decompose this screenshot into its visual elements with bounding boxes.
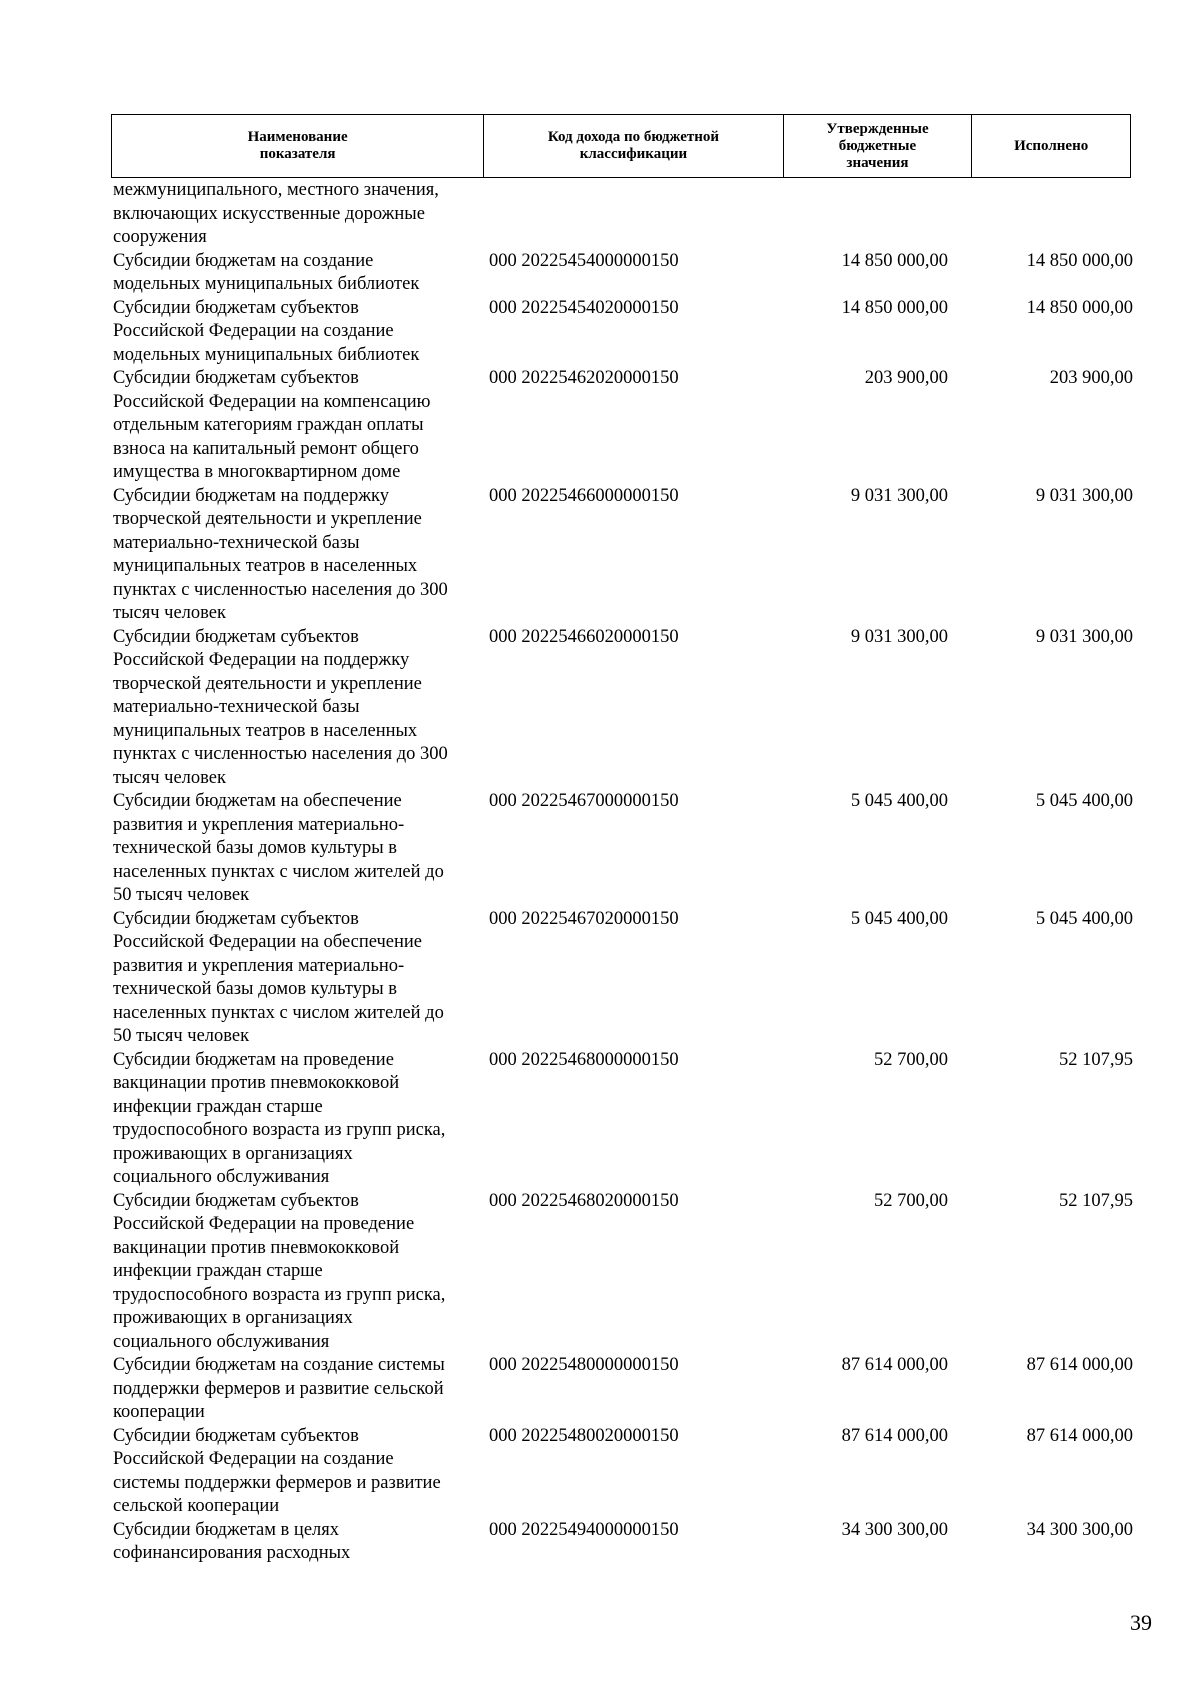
income-code: 000 20225462020000150 — [489, 368, 679, 388]
table-row — [113, 1190, 1133, 1355]
header-approved-values: Утвержденные бюджетные значения — [784, 115, 973, 177]
indicator-name: Субсидии бюджетам субъектов Российской Федерации на обеспечение развития и укрепления материально- технической базы домов культуры в населенных пунктах с числом жителей до 50 тысяч человек — [113, 908, 444, 1046]
indicator-name: Субсидии бюджетам в целях софинансирования расходных — [113, 1519, 351, 1563]
indicator-name: Субсидии бюджетам на поддержку творческой деятельности и укрепление материально-технической базы муниципальных театров в населенных пунктах с численностью населения до 300 тысяч человек — [113, 485, 448, 623]
indicator-name: Субсидии бюджетам субъектов Российской Федерации на поддержку творческой деятельности и укрепление материально-технической базы муниципальных театров в населенных пунктах с численностью населения до 300 тысяч человек — [113, 626, 448, 788]
table-row — [113, 297, 1133, 368]
executed-value: 9 031 300,00 — [1035, 485, 1133, 506]
header-indicator-name: Наименование показателя — [112, 115, 484, 177]
income-code: 000 20225466020000150 — [489, 626, 679, 647]
income-code: 000 20225467000000150 — [489, 791, 679, 811]
income-code: 000 20225468000000150 — [489, 1049, 679, 1070]
income-code: 000 20225494000000150 — [489, 1519, 679, 1540]
income-code: 000 20225454020000150 — [489, 297, 679, 318]
executed-value: 52 107,95 — [1059, 1049, 1133, 1070]
table-row — [113, 626, 1133, 791]
approved-value: 52 700,00 — [874, 1049, 948, 1070]
executed-value: 9 031 300,00 — [1035, 626, 1133, 647]
indicator-name: Субсидии бюджетам на создание модельных муниципальных библиотек — [113, 250, 420, 294]
indicator-name: Субсидии бюджетам на обеспечение развития и укрепления материально- технической базы домов культуры в населенных пунктах с числом жителей до 50 тысяч человек — [113, 791, 444, 905]
approved-value: 14 850 000,00 — [841, 297, 948, 318]
executed-value: 34 300 300,00 — [1026, 1519, 1133, 1540]
indicator-name: Субсидии бюджетам субъектов Российской Федерации на проведение вакцинации против пневмококковой инфекции граждан старше трудоспособного возраста из групп риска, проживающих в организациях социального обслуживания — [113, 1190, 446, 1352]
indicator-name: Субсидии бюджетам на проведение вакцинации против пневмококковой инфекции граждан старше трудоспособного возраста из групп риска, проживающих в организациях социального обслуживания — [113, 1049, 446, 1187]
approved-value: 87 614 000,00 — [841, 1425, 948, 1446]
approved-value: 9 031 300,00 — [850, 485, 948, 506]
table-row — [113, 367, 1133, 485]
table-row — [113, 1425, 1133, 1519]
income-code: 000 20225480000000150 — [489, 1355, 679, 1375]
table-body — [113, 179, 1133, 1566]
indicator-name: Субсидии бюджетам субъектов Российской Федерации на создание модельных муниципальных библиотек — [113, 297, 420, 365]
executed-value: 203 900,00 — [1049, 368, 1133, 388]
table-row — [113, 250, 1133, 297]
table-row — [113, 1519, 1133, 1566]
header-income-code: Код дохода по бюджетной классификации — [484, 115, 783, 177]
indicator-name: межмуниципального, местного значения, включающих искусственные дорожные сооружения — [113, 180, 439, 247]
executed-value: 14 850 000,00 — [1026, 250, 1133, 271]
table-header — [111, 114, 1131, 178]
approved-value: 203 900,00 — [864, 368, 948, 388]
income-code: 000 20225466000000150 — [489, 485, 679, 506]
executed-value: 87 614 000,00 — [1026, 1425, 1133, 1446]
executed-value: 5 045 400,00 — [1035, 908, 1133, 929]
approved-value: 87 614 000,00 — [841, 1355, 948, 1375]
table-row — [113, 790, 1133, 908]
header-executed: Исполнено — [1014, 137, 1089, 154]
table-row — [113, 1049, 1133, 1190]
indicator-name: Субсидии бюджетам субъектов Российской Федерации на создание системы поддержки фермеров и развитие сельской кооперации — [113, 1425, 441, 1516]
table-row — [113, 908, 1133, 1049]
executed-value: 87 614 000,00 — [1026, 1355, 1133, 1375]
income-code: 000 20225467020000150 — [489, 908, 679, 929]
income-code: 000 20225454000000150 — [489, 250, 679, 271]
table-row — [113, 179, 1133, 250]
page-number: 39 — [1130, 1610, 1152, 1635]
approved-value: 52 700,00 — [874, 1190, 948, 1211]
table-row — [113, 485, 1133, 626]
approved-value: 14 850 000,00 — [841, 250, 948, 271]
indicator-name: Субсидии бюджетам на создание системы поддержки фермеров и развитие сельской кооперации — [113, 1355, 445, 1422]
executed-value: 52 107,95 — [1059, 1190, 1133, 1211]
indicator-name: Субсидии бюджетам субъектов Российской Федерации на компенсацию отдельным категориям граждан оплаты взноса на капитальный ремонт общего имущества в многоквартирном доме — [113, 368, 431, 482]
approved-value: 5 045 400,00 — [850, 908, 948, 929]
approved-value: 5 045 400,00 — [850, 791, 948, 811]
table-row — [113, 1354, 1133, 1425]
income-code: 000 20225468020000150 — [489, 1190, 679, 1211]
approved-value: 9 031 300,00 — [850, 626, 948, 647]
executed-value: 14 850 000,00 — [1026, 297, 1133, 318]
income-code: 000 20225480020000150 — [489, 1425, 679, 1446]
approved-value: 34 300 300,00 — [841, 1519, 948, 1540]
executed-value: 5 045 400,00 — [1035, 791, 1133, 811]
